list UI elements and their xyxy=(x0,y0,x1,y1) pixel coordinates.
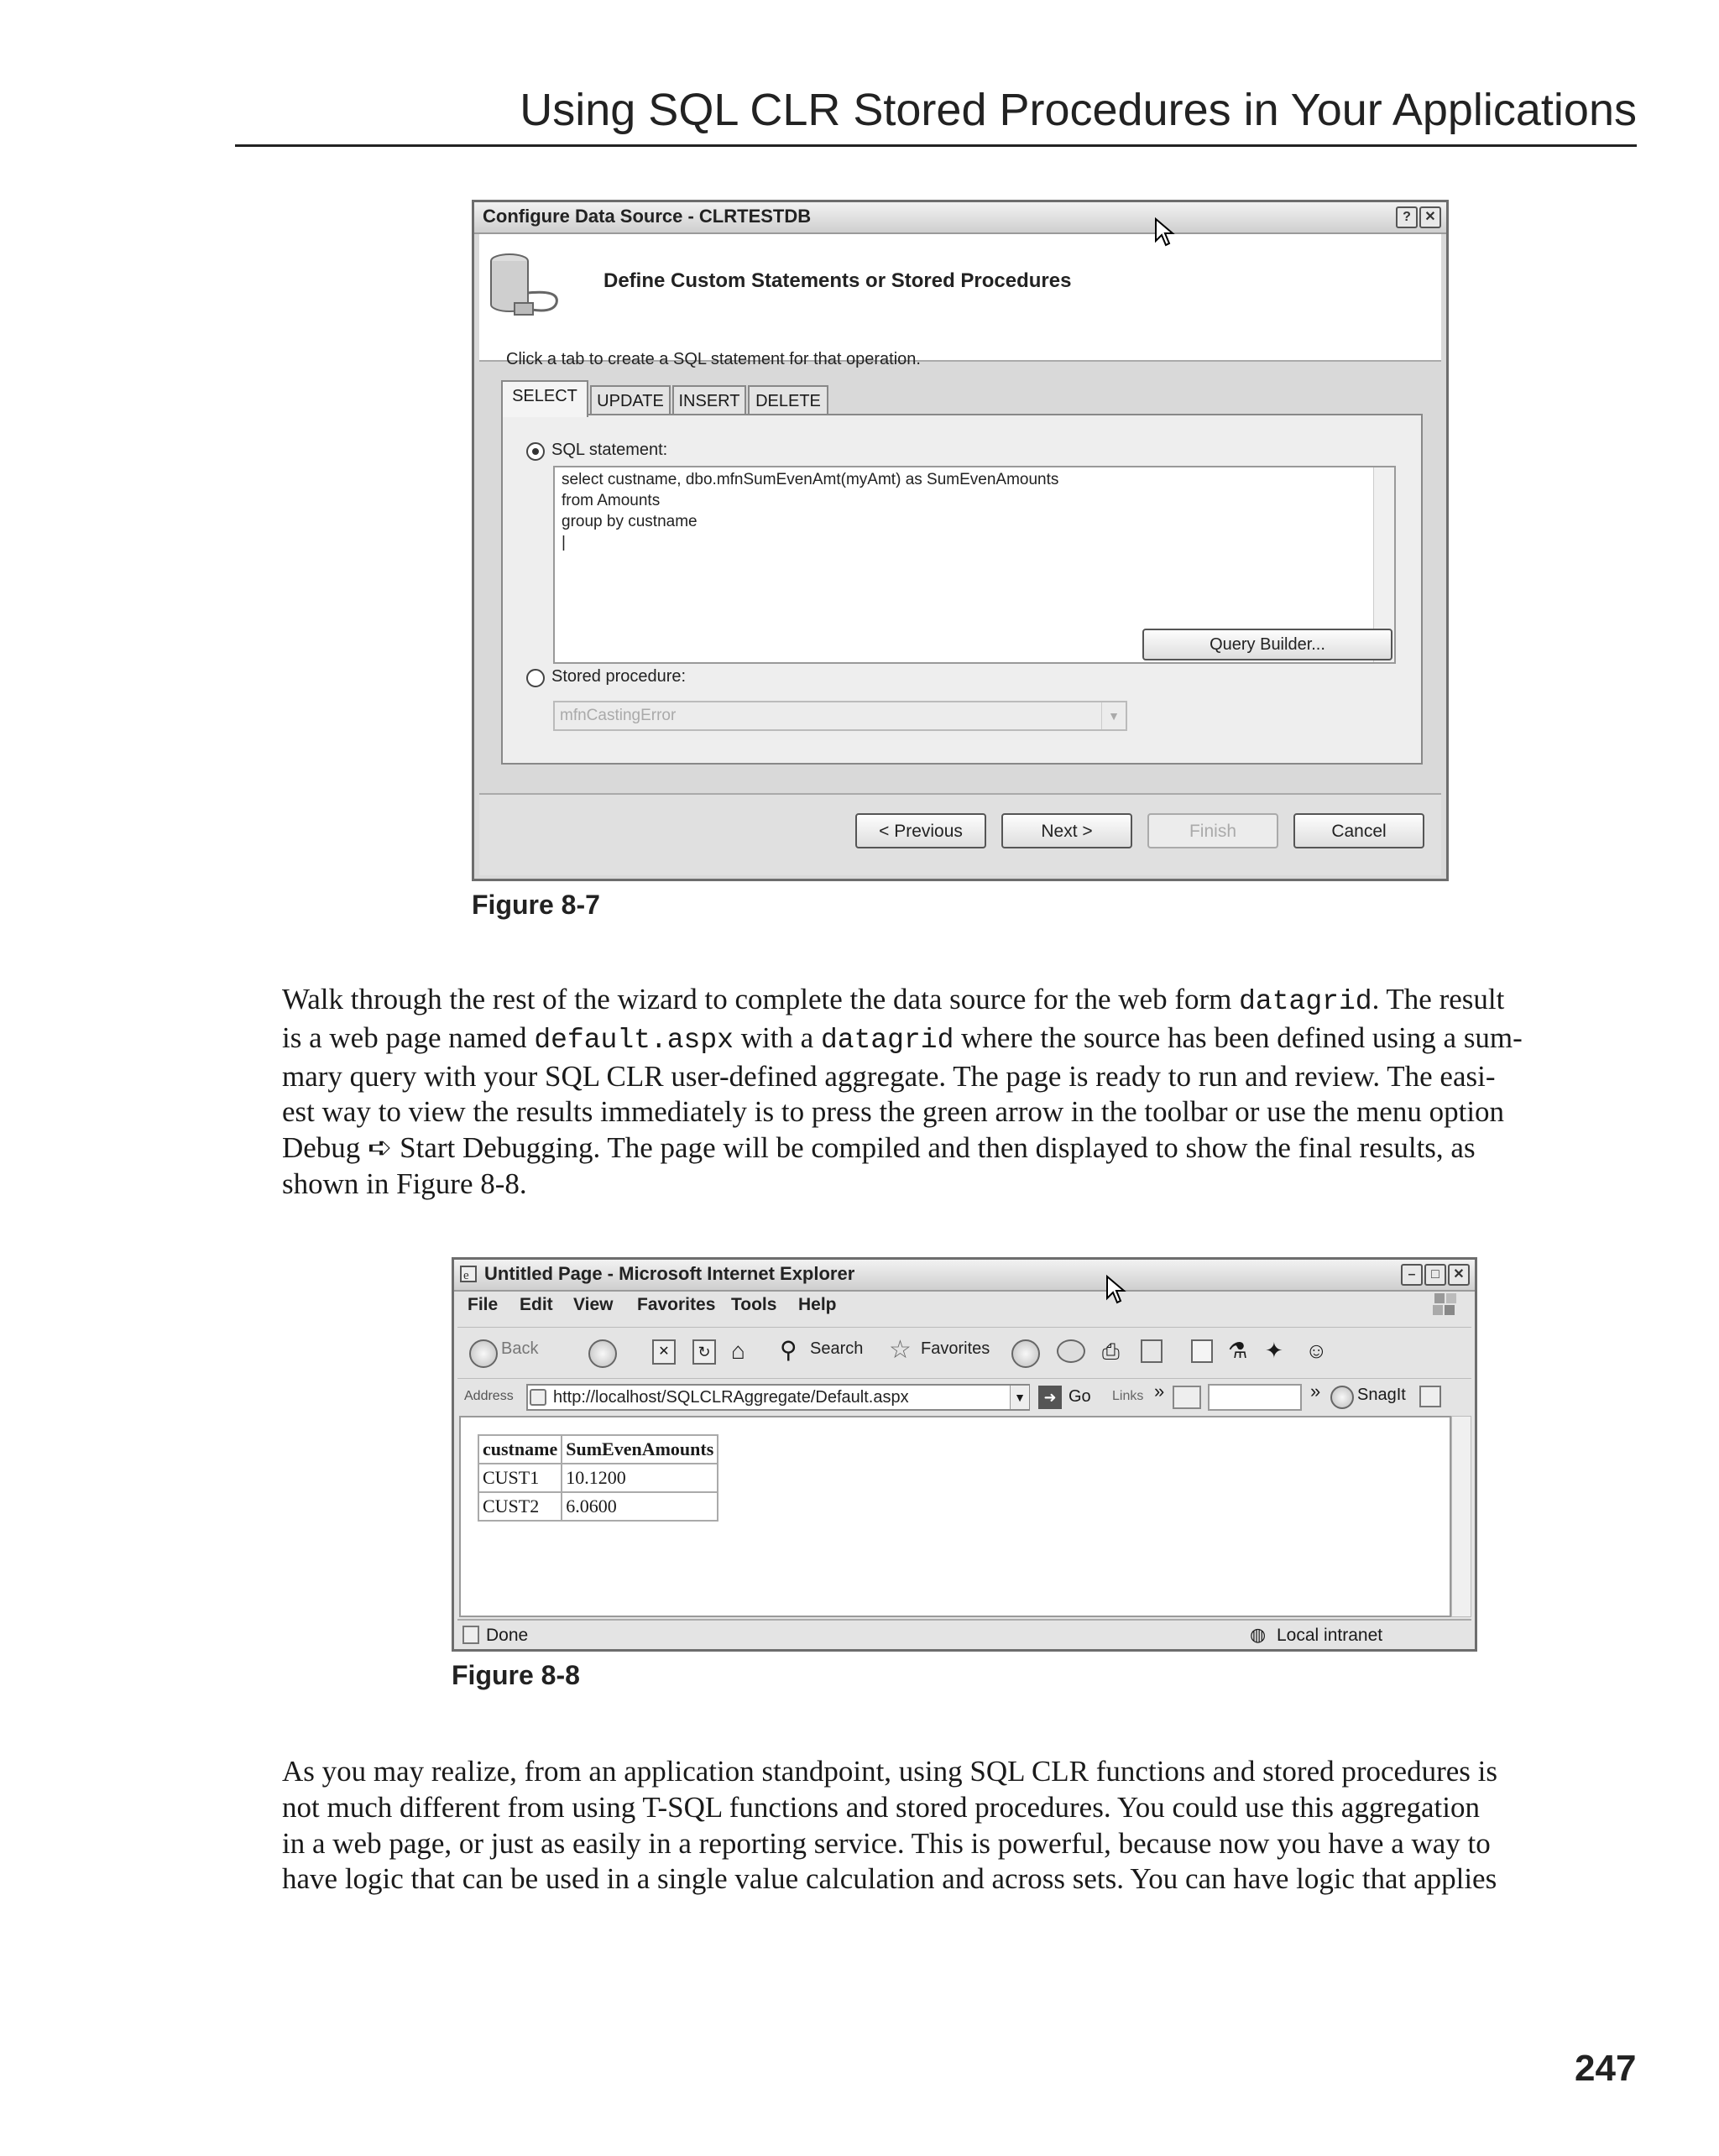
table-cell: CUST1 xyxy=(478,1464,562,1492)
refresh-icon[interactable]: ↻ xyxy=(692,1339,716,1365)
menu-favorites[interactable]: Favorites xyxy=(637,1295,716,1314)
image-toolbar-icon[interactable] xyxy=(1173,1386,1201,1409)
body-paragraph-2 xyxy=(282,1754,1642,1898)
sql-line: group by custname xyxy=(562,513,698,530)
browser-title: Untitled Page - Microsoft Internet Explorer xyxy=(484,1263,855,1284)
body-paragraph-1 xyxy=(282,982,1642,1203)
cancel-button[interactable]: Cancel xyxy=(1293,813,1424,848)
menu-tools[interactable]: Tools xyxy=(731,1295,777,1314)
paragraph-line: is a web page named default.aspx with a datagrid where the source has been defined using a sum- xyxy=(282,1021,1523,1056)
dialog-instruction: Click a tab to create a SQL statement for that operation. xyxy=(506,350,921,368)
table-header-row xyxy=(478,1435,718,1464)
close-button[interactable]: ✕ xyxy=(1448,1264,1470,1286)
back-button-label[interactable]: Back xyxy=(501,1339,539,1358)
zone-text: Local intranet xyxy=(1277,1626,1383,1645)
search-icon[interactable]: ⚲ xyxy=(780,1337,797,1363)
browser-content xyxy=(459,1416,1451,1617)
menu-view[interactable]: View xyxy=(573,1295,614,1314)
intranet-globe-icon: ◍ xyxy=(1250,1624,1267,1645)
go-button-label[interactable]: Go xyxy=(1068,1387,1091,1406)
column-header-custname: custname xyxy=(478,1435,562,1464)
finish-button[interactable]: Finish xyxy=(1147,813,1278,848)
menu-edit[interactable]: Edit xyxy=(520,1295,553,1314)
stored-procedure-radio[interactable] xyxy=(526,669,545,687)
internet-explorer-window xyxy=(452,1257,1477,1652)
dialog-heading: Define Custom Statements or Stored Procedures xyxy=(603,269,1072,292)
tab-select[interactable]: SELECT xyxy=(501,380,588,417)
sql-cursor: | xyxy=(562,534,566,551)
windows-logo-icon xyxy=(1428,1290,1461,1320)
running-header-title: Using SQL CLR Stored Procedures in Your Applications xyxy=(520,85,1637,135)
history-icon[interactable] xyxy=(1011,1339,1040,1368)
close-button[interactable]: ✕ xyxy=(1419,206,1441,228)
paragraph-line: mary query with your SQL CLR user-defined aggregate. The page is ready to run and review. The easi- xyxy=(282,1059,1496,1093)
dialog-title: Configure Data Source - CLRTESTDB xyxy=(483,206,812,227)
stop-icon[interactable]: ✕ xyxy=(652,1339,676,1365)
paragraph-line: As you may realize, from an application standpoint, using SQL CLR functions and stored procedures is xyxy=(282,1755,1497,1788)
paragraph-line: not much different from using T-SQL functions and stored procedures. You could use this aggregation xyxy=(282,1790,1481,1824)
research-icon[interactable]: ⚗ xyxy=(1228,1338,1248,1363)
configure-data-source-dialog xyxy=(472,200,1449,881)
stored-procedure-value: mfnCastingError xyxy=(560,707,677,724)
messenger-icon[interactable]: ✦ xyxy=(1265,1338,1283,1363)
next-button[interactable]: Next > xyxy=(1001,813,1132,848)
menu-file[interactable]: File xyxy=(468,1295,499,1314)
print-icon[interactable]: ⎙ xyxy=(1102,1339,1120,1364)
paragraph-line: Debug ➪ Start Debugging. The page will be compiled and then displayed to show the final results, as xyxy=(282,1131,1476,1165)
home-icon[interactable]: ⌂ xyxy=(731,1338,745,1364)
mouse-cursor-icon xyxy=(1154,217,1176,248)
menu-help[interactable]: Help xyxy=(798,1295,837,1314)
snagit-icon[interactable] xyxy=(1330,1386,1354,1409)
page-number: 247 xyxy=(1575,2048,1637,2089)
paragraph-line: have logic that can be used in a single value calculation and across sets. You can have logic that applies xyxy=(282,1862,1497,1896)
browser-titlebar xyxy=(454,1260,1475,1292)
previous-button[interactable]: < Previous xyxy=(855,813,986,848)
sql-statement-label: SQL statement: xyxy=(551,441,668,459)
address-input[interactable] xyxy=(526,1384,1030,1411)
figure-8-caption: Figure 8-8 xyxy=(452,1660,580,1690)
forward-arrow-icon[interactable] xyxy=(588,1339,617,1368)
people-icon[interactable]: ☺ xyxy=(1305,1338,1328,1363)
dialog-titlebar xyxy=(474,202,1446,234)
tab-update[interactable]: UPDATE xyxy=(590,385,671,415)
address-label: Address xyxy=(464,1389,514,1403)
ie-page-icon xyxy=(459,1265,478,1283)
sql-statement-radio[interactable] xyxy=(526,442,545,461)
sql-line: select custname, dbo.mfnSumEvenAmt(myAmt) as SumEvenAmounts xyxy=(562,471,1059,488)
tab-delete[interactable]: DELETE xyxy=(748,385,828,415)
chevron-down-icon[interactable]: ▼ xyxy=(1010,1386,1029,1409)
status-bar xyxy=(457,1619,1471,1651)
query-builder-button[interactable]: Query Builder... xyxy=(1142,629,1392,660)
minimize-button[interactable]: – xyxy=(1401,1264,1423,1286)
table-cell: 6.0600 xyxy=(562,1492,718,1521)
table-row xyxy=(478,1464,718,1492)
help-button[interactable]: ? xyxy=(1396,206,1418,228)
links-label[interactable]: Links xyxy=(1112,1389,1144,1403)
chevron-down-icon: ▼ xyxy=(1101,702,1126,729)
search-button-label[interactable]: Search xyxy=(810,1339,864,1358)
table-cell: CUST2 xyxy=(478,1492,562,1521)
stored-procedure-label: Stored procedure: xyxy=(551,667,687,686)
snagit-label[interactable]: SnagIt xyxy=(1357,1386,1406,1404)
chevron-right-icon[interactable]: » xyxy=(1310,1381,1321,1402)
mail-icon[interactable] xyxy=(1057,1339,1085,1363)
favorites-button-label[interactable]: Favorites xyxy=(921,1339,990,1358)
content-scrollbar[interactable] xyxy=(1451,1416,1471,1617)
figure-7-caption: Figure 8-7 xyxy=(472,890,600,920)
browser-toolbar xyxy=(457,1327,1471,1379)
discuss-icon[interactable] xyxy=(1191,1339,1213,1363)
page-done-icon xyxy=(462,1626,479,1644)
paragraph-line: shown in Figure 8-8. xyxy=(282,1167,527,1200)
database-plug-icon xyxy=(484,251,568,326)
page-icon xyxy=(530,1389,546,1406)
back-arrow-icon[interactable] xyxy=(469,1339,498,1368)
column-header-sumevenamounts: SumEvenAmounts xyxy=(562,1435,718,1464)
chevron-right-icon[interactable]: » xyxy=(1154,1381,1165,1402)
running-header xyxy=(235,84,1637,147)
sql-line: from Amounts xyxy=(562,492,661,509)
select-tab-panel xyxy=(501,414,1423,765)
maximize-button[interactable]: □ xyxy=(1424,1264,1446,1286)
table-cell: 10.1200 xyxy=(562,1464,718,1492)
mouse-cursor-icon xyxy=(1105,1275,1127,1305)
snagit-options-icon[interactable] xyxy=(1419,1386,1441,1407)
stored-procedure-dropdown[interactable] xyxy=(553,701,1127,731)
svg-text:e: e xyxy=(463,1269,469,1282)
dialog-footer xyxy=(479,793,1441,875)
address-bar-row xyxy=(457,1379,1471,1416)
go-arrow-icon[interactable]: ➜ xyxy=(1038,1386,1062,1409)
status-text: Done xyxy=(486,1626,529,1645)
edit-icon[interactable] xyxy=(1141,1339,1163,1363)
datagrid-table xyxy=(478,1434,718,1522)
tab-insert[interactable]: INSERT xyxy=(672,385,746,415)
paragraph-line: Walk through the rest of the wizard to complete the data source for the web form datagrid. The result xyxy=(282,983,1505,1017)
table-row xyxy=(478,1492,718,1521)
paragraph-line: est way to view the results immediately is to press the green arrow in the toolbar or use the menu option xyxy=(282,1095,1505,1129)
toolbar-search-input[interactable] xyxy=(1208,1384,1302,1411)
paragraph-line: in a web page, or just as easily in a reporting service. This is powerful, because now you have a way to xyxy=(282,1826,1491,1860)
favorites-star-icon[interactable]: ☆ xyxy=(889,1336,912,1364)
dialog-header xyxy=(479,234,1441,362)
address-url: http://localhost/SQLCLRAggregate/Default.aspx xyxy=(553,1388,909,1407)
